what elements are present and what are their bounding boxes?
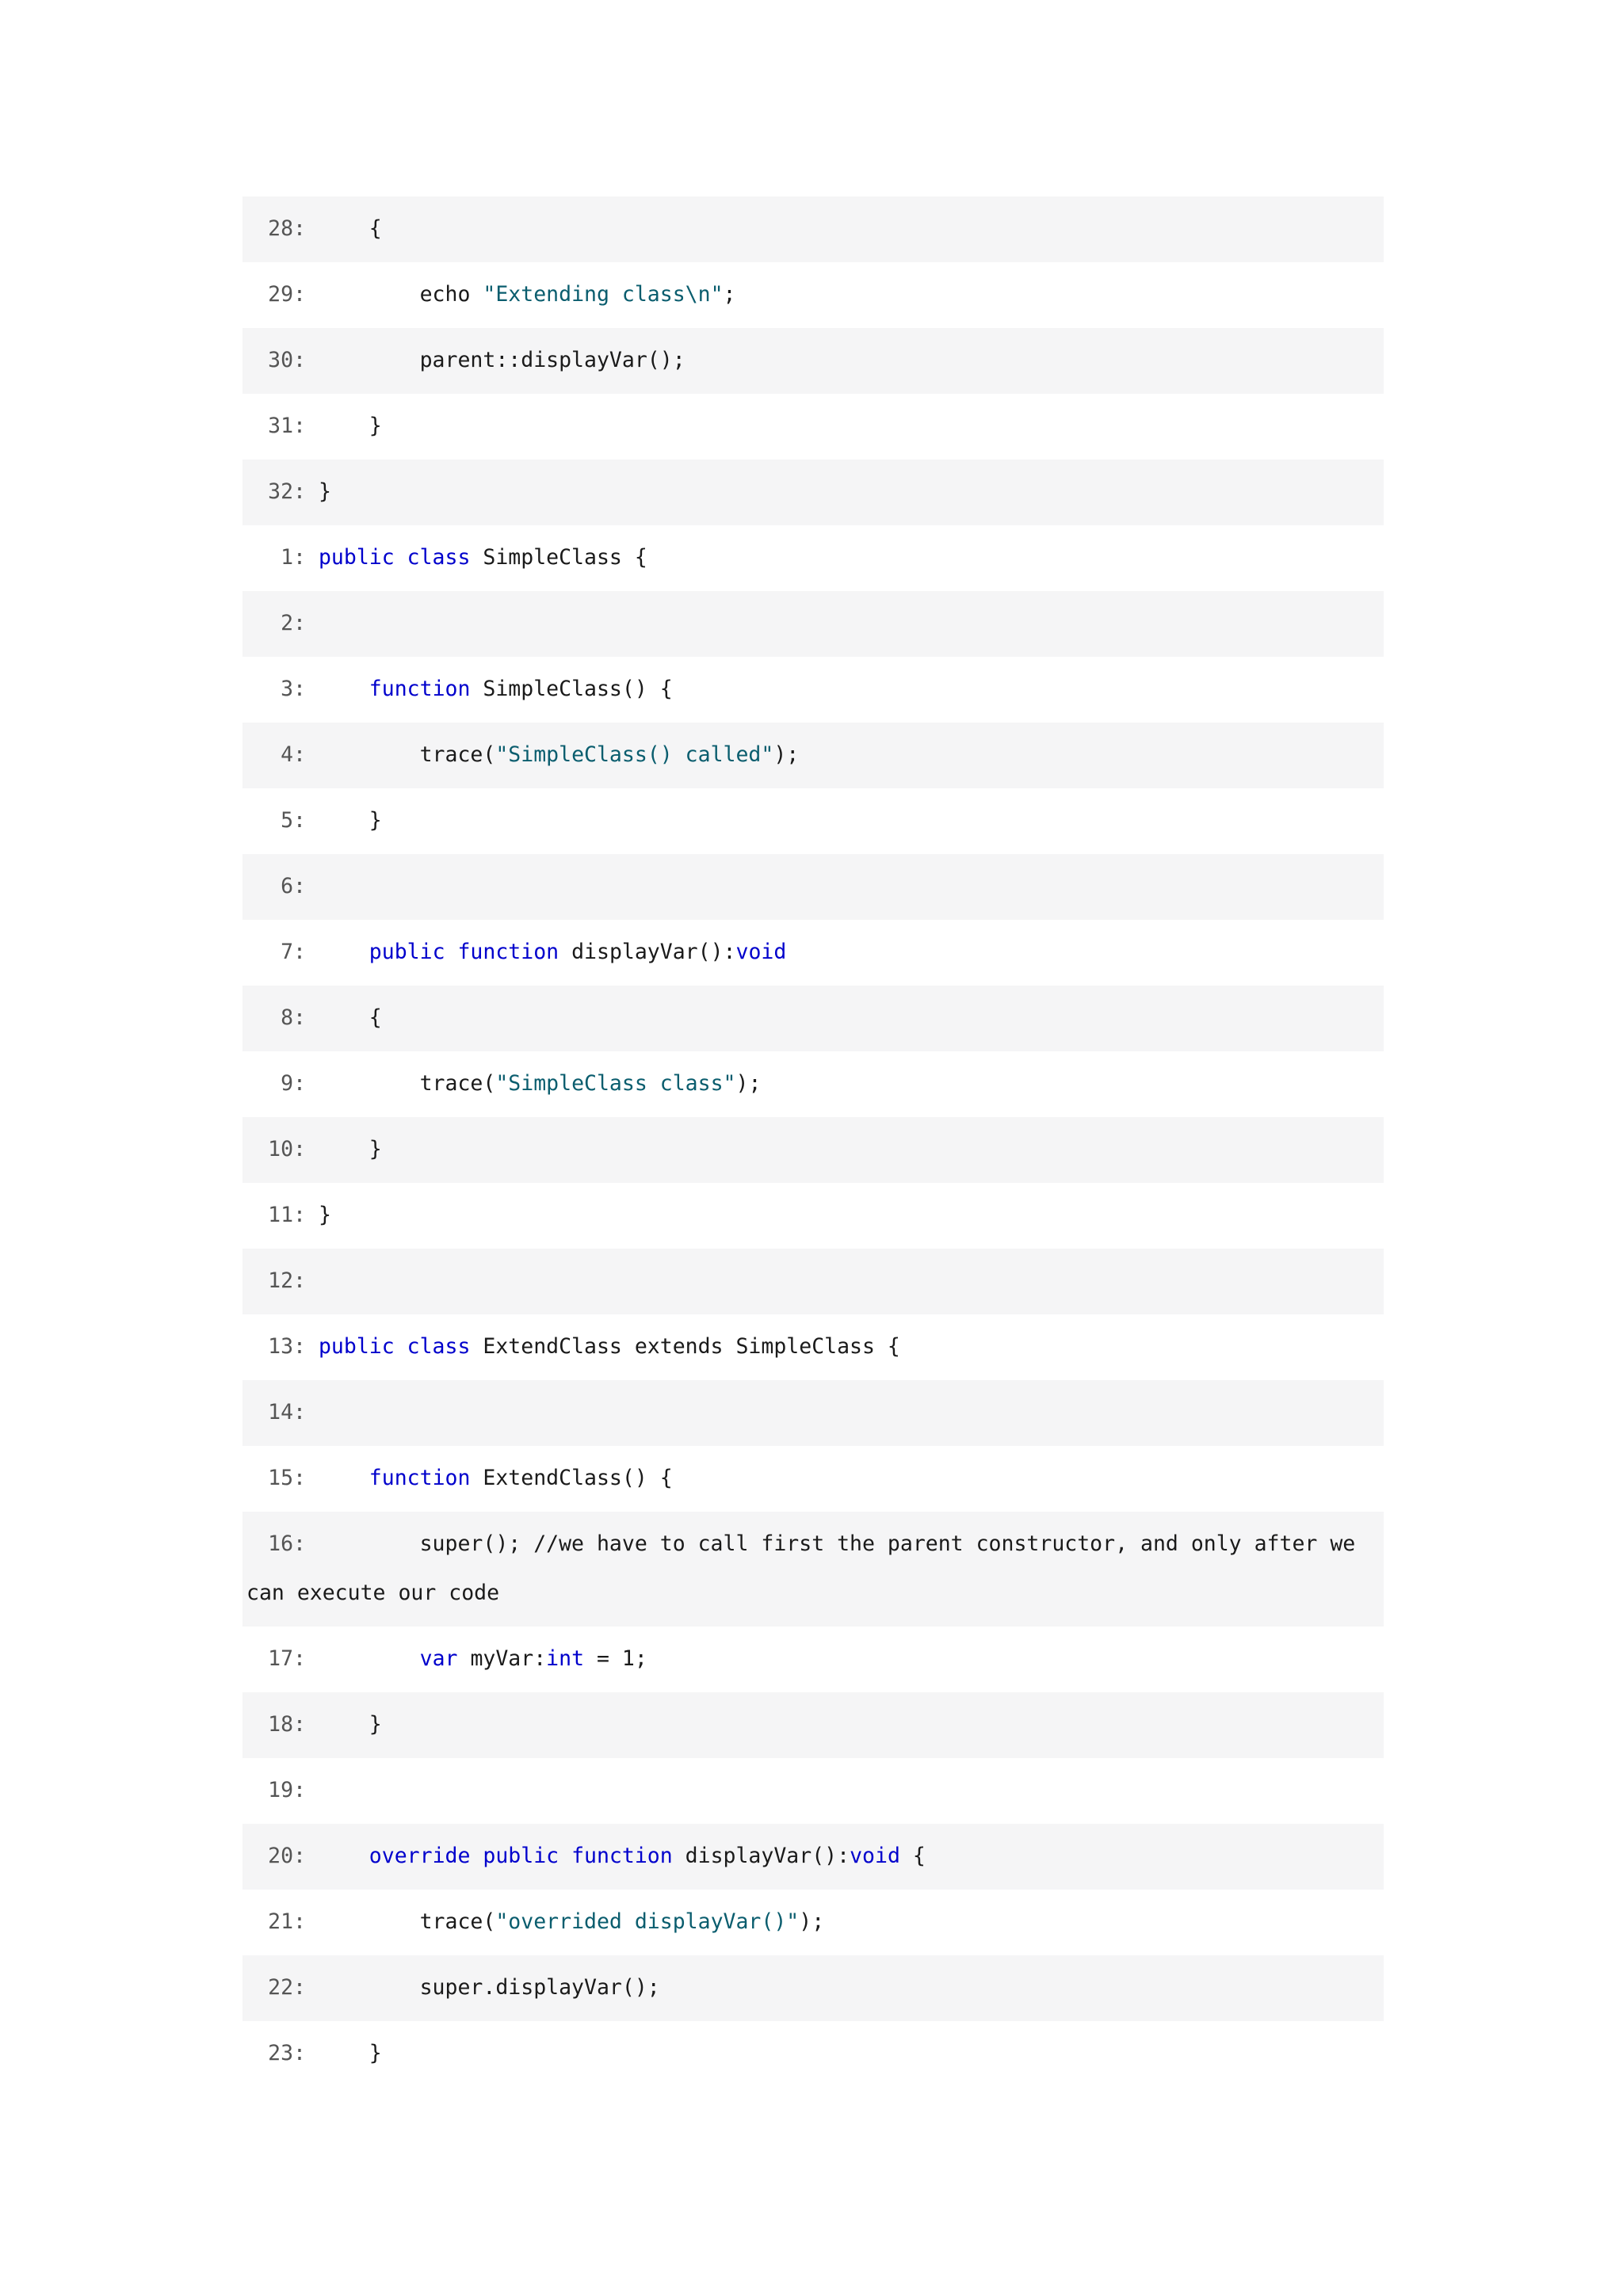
code-token: SimpleClass() { bbox=[470, 677, 673, 701]
code-token bbox=[319, 1844, 369, 1868]
code-line bbox=[242, 1183, 1384, 1249]
code-token: SimpleClass { bbox=[470, 545, 647, 570]
code-token: } bbox=[318, 1137, 382, 1161]
code-token bbox=[319, 1646, 420, 1671]
code-token: myVar: bbox=[457, 1646, 547, 1671]
code-line bbox=[242, 1512, 1384, 1627]
code-line bbox=[242, 986, 1384, 1051]
line-number: 13: bbox=[268, 1334, 306, 1359]
keyword-token: function bbox=[369, 1466, 471, 1490]
line-number: 5: bbox=[281, 808, 306, 833]
code-listing bbox=[242, 196, 1384, 2087]
code-token: } bbox=[318, 2041, 382, 2065]
keyword-token: public function bbox=[369, 940, 559, 964]
code-line bbox=[242, 1890, 1384, 1955]
code-token: ; bbox=[723, 282, 736, 307]
line-number: 21: bbox=[268, 1909, 306, 1934]
line-number: 12: bbox=[268, 1268, 306, 1293]
code-token: displayVar(): bbox=[559, 940, 736, 964]
line-number: 4: bbox=[281, 742, 306, 767]
line-number: 11: bbox=[268, 1203, 306, 1227]
code-token: ); bbox=[773, 742, 800, 767]
code-token: super.displayVar(); bbox=[318, 1975, 660, 2000]
line-number: 1: bbox=[281, 545, 306, 570]
code-token: parent::displayVar(); bbox=[318, 348, 685, 372]
code-token: { bbox=[899, 1844, 926, 1868]
code-line bbox=[242, 262, 1384, 328]
code-token: ); bbox=[799, 1909, 825, 1934]
code-token: ); bbox=[735, 1071, 762, 1096]
line-number: 6: bbox=[281, 874, 306, 898]
line-number: 2: bbox=[281, 611, 306, 635]
keyword-token: var bbox=[419, 1646, 458, 1671]
code-token: = 1; bbox=[584, 1646, 647, 1671]
line-number: 20: bbox=[268, 1844, 306, 1868]
string-token: "SimpleClass class" bbox=[495, 1071, 736, 1096]
string-token: "Extending class\n" bbox=[483, 282, 724, 307]
code-token: } bbox=[318, 414, 382, 438]
code-line bbox=[242, 854, 1384, 920]
line-number: 32: bbox=[268, 479, 306, 504]
code-line bbox=[242, 1824, 1384, 1890]
code-token bbox=[319, 1466, 369, 1490]
line-number: 3: bbox=[281, 677, 306, 701]
keyword-token: void bbox=[850, 1844, 900, 1868]
code-line bbox=[242, 1117, 1384, 1183]
code-token: ExtendClass extends SimpleClass { bbox=[470, 1334, 900, 1359]
code-line bbox=[242, 723, 1384, 788]
code-line bbox=[242, 1380, 1384, 1446]
code-token: } bbox=[318, 1203, 331, 1227]
line-number: 22: bbox=[268, 1975, 306, 2000]
code-token: trace( bbox=[318, 1909, 496, 1934]
line-number: 29: bbox=[268, 282, 306, 307]
line-number: 14: bbox=[268, 1400, 306, 1425]
keyword-token: override public function bbox=[369, 1844, 673, 1868]
code-line bbox=[242, 525, 1384, 591]
code-token: trace( bbox=[318, 1071, 496, 1096]
keyword-token: public class bbox=[318, 545, 471, 570]
keyword-token: int bbox=[546, 1646, 585, 1671]
line-number: 15: bbox=[268, 1466, 306, 1490]
code-token: { bbox=[318, 1005, 382, 1030]
line-number: 8: bbox=[281, 1005, 306, 1030]
code-token: super(); //we have to call first the parent constructor, and only after we can execute our code bbox=[246, 1531, 1369, 1605]
code-line bbox=[242, 1955, 1384, 2021]
code-token: } bbox=[318, 1712, 382, 1737]
code-token: { bbox=[318, 216, 382, 241]
code-token: echo bbox=[318, 282, 483, 307]
code-token: } bbox=[318, 808, 382, 833]
code-token: trace( bbox=[318, 742, 496, 767]
code-line bbox=[242, 1249, 1384, 1314]
code-line bbox=[242, 1314, 1384, 1380]
code-line bbox=[242, 196, 1384, 262]
code-line bbox=[242, 2021, 1384, 2087]
code-token: displayVar(): bbox=[672, 1844, 850, 1868]
line-number: 30: bbox=[268, 348, 306, 372]
code-line bbox=[242, 1627, 1384, 1692]
string-token: "SimpleClass() called" bbox=[495, 742, 774, 767]
keyword-token: function bbox=[369, 677, 471, 701]
line-number: 10: bbox=[268, 1137, 306, 1161]
line-number: 16: bbox=[268, 1531, 306, 1556]
code-line bbox=[242, 788, 1384, 854]
line-number: 17: bbox=[268, 1646, 306, 1671]
code-token: } bbox=[318, 479, 331, 504]
line-number: 23: bbox=[268, 2041, 306, 2065]
code-line bbox=[242, 460, 1384, 525]
code-line bbox=[242, 920, 1384, 986]
code-line bbox=[242, 1446, 1384, 1512]
code-line bbox=[242, 394, 1384, 460]
code-token: ExtendClass() { bbox=[470, 1466, 673, 1490]
line-number: 18: bbox=[268, 1712, 306, 1737]
code-token bbox=[319, 940, 369, 964]
line-number: 31: bbox=[268, 414, 306, 438]
code-line bbox=[242, 1051, 1384, 1117]
keyword-token: public class bbox=[318, 1334, 471, 1359]
line-number: 28: bbox=[268, 216, 306, 241]
string-token: "overrided displayVar()" bbox=[495, 1909, 800, 1934]
keyword-token: void bbox=[735, 940, 787, 964]
code-line bbox=[242, 1692, 1384, 1758]
line-number: 9: bbox=[281, 1071, 306, 1096]
line-number: 19: bbox=[268, 1778, 306, 1802]
code-line bbox=[242, 328, 1384, 394]
code-token bbox=[319, 677, 369, 701]
code-line bbox=[242, 657, 1384, 723]
code-line bbox=[242, 591, 1384, 657]
code-line bbox=[242, 1758, 1384, 1824]
line-number: 7: bbox=[281, 940, 306, 964]
